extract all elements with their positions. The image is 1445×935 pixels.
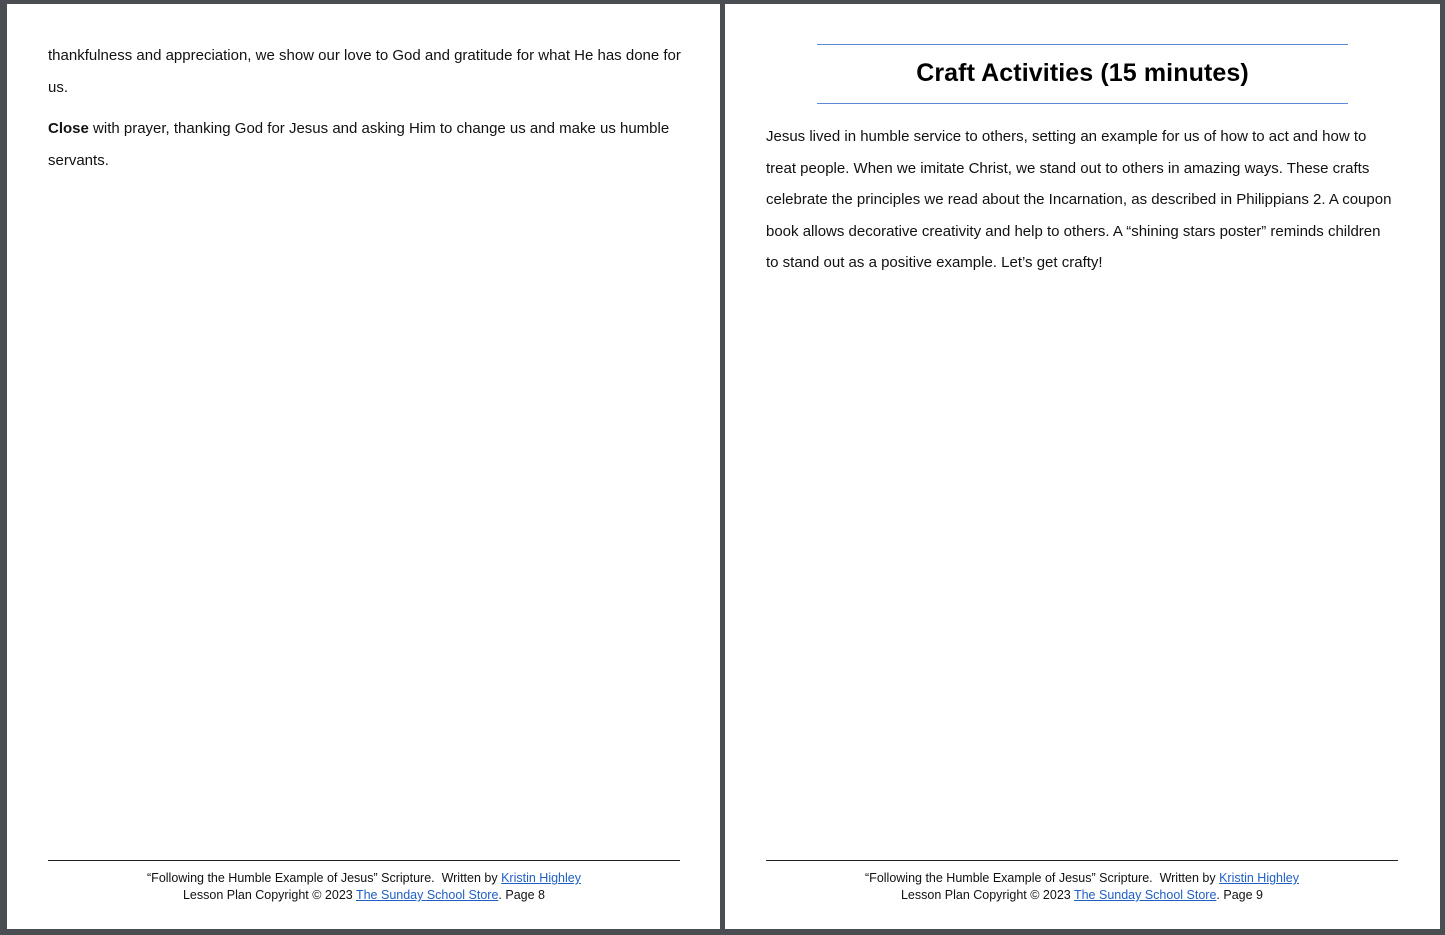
footer-line-1 [48, 870, 680, 887]
footer-line-2 [48, 887, 680, 904]
closing-text: with prayer, thanking God for Jesus and asking Him to change us and make us humble servants. [48, 120, 670, 169]
page-footer [766, 870, 1398, 904]
footer-copyright-text: Lesson Plan Copyright © 2023 [182, 888, 356, 902]
store-link[interactable]: The Sunday School Store [1073, 888, 1217, 902]
footer-divider [48, 860, 680, 861]
body-paragraph: Jesus lived in humble service to others, setting an example for us of how to act and how to treat people. When we imitate Christ, we stand out to others in amazing ways. These crafts celebrate the principles we read about the Incarnation, as described in Philippians 2. A coupon book allows decorative creativity and help to others. A “shining stars poster” reminds children to stand out as a positive example. Let’s get crafty! [766, 128, 1392, 271]
author-link[interactable]: Kristin Highley [501, 871, 581, 885]
closing-paragraph [48, 113, 688, 176]
footer-divider [766, 860, 1398, 861]
footer-credit-text: “Following the Humble Example of Jesus” Scripture. Written by [147, 871, 502, 885]
store-link[interactable]: The Sunday School Store [355, 888, 499, 902]
heading-rule-top [817, 44, 1348, 45]
heading-rule-bottom [817, 103, 1348, 104]
footer-line-1 [766, 870, 1398, 887]
page-footer [48, 870, 680, 904]
page-number: . Page 8 [498, 888, 545, 902]
footer-copyright-text: Lesson Plan Copyright © 2023 [900, 888, 1074, 902]
page-number: . Page 9 [1216, 888, 1263, 902]
footer-line-2 [766, 887, 1398, 904]
author-link[interactable]: Kristin Highley [1219, 871, 1299, 885]
body-paragraph: thankfulness and appreciation, we show our love to God and gratitude for what He has done for us. [48, 47, 681, 96]
close-bold-text: Close [48, 120, 89, 137]
document-page-9 [725, 4, 1440, 929]
document-page-8 [7, 4, 720, 929]
footer-credit-text: “Following the Humble Example of Jesus” Scripture. Written by [865, 871, 1220, 885]
section-heading: Craft Activities (15 minutes) [916, 59, 1249, 87]
